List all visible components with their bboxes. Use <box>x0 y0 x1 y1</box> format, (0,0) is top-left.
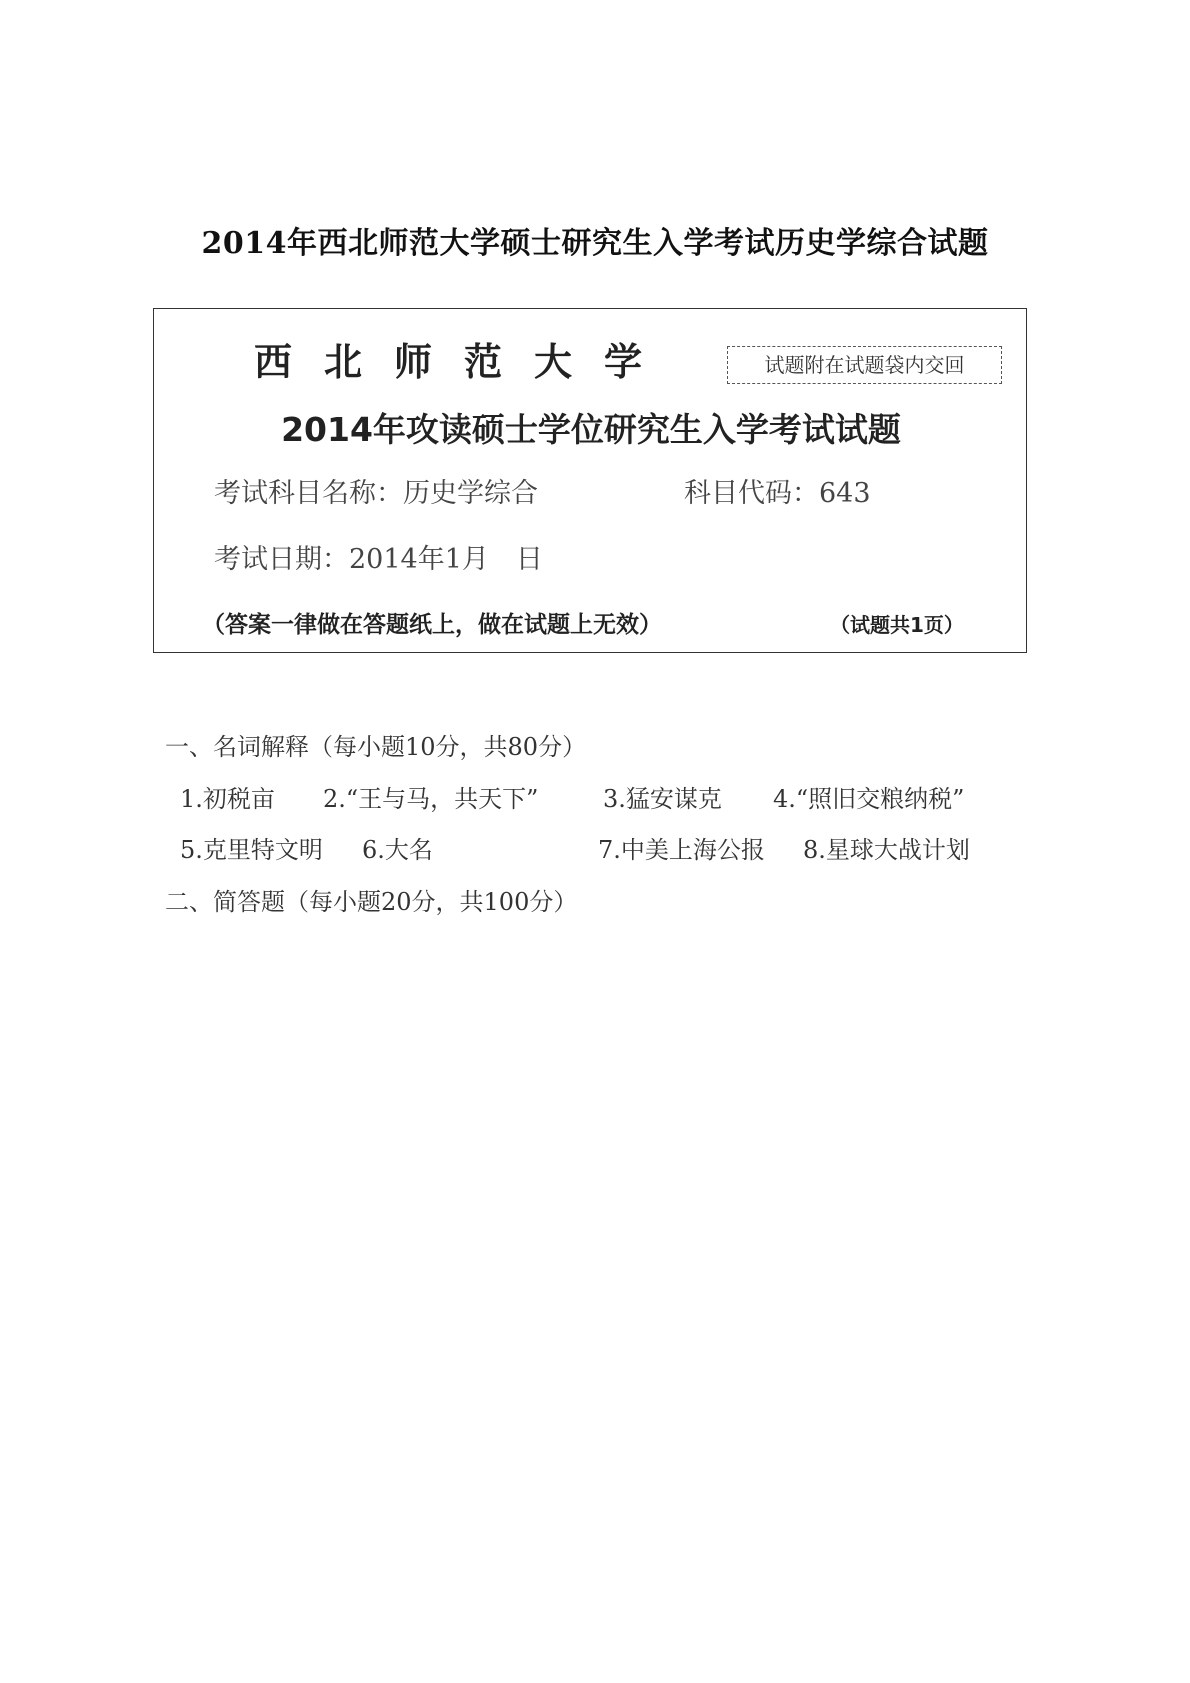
term-item: 2.“王与马，共天下” <box>323 785 539 813</box>
subject-name: 考试科目名称：历史学综合 <box>214 478 538 509</box>
exam-title: 2014年攻读硕士学位研究生入学考试试题 <box>281 410 901 449</box>
exam-header-box <box>153 308 1027 653</box>
university-name: 西北师范大学 <box>254 340 675 384</box>
document-title: 2014年西北师范大学硕士研究生入学考试历史学综合试题 <box>201 226 989 261</box>
exam-date: 考试日期：2014年1月 日 <box>214 544 543 575</box>
term-item: 8.星球大战计划 <box>803 836 970 864</box>
term-item: 7.中美上海公报 <box>598 836 765 864</box>
return-notice-stamp: 试题附在试题袋内交回 <box>727 346 1002 384</box>
section-1-heading: 一、名词解释（每小题10分，共80分） <box>165 733 587 761</box>
page-count-note: （试题共1页） <box>830 613 964 637</box>
subject-code: 科目代码：643 <box>684 478 871 509</box>
term-item: 3.猛安谋克 <box>603 785 722 813</box>
term-item: 6.大名 <box>362 836 433 864</box>
term-item: 4.“照旧交粮纳税” <box>773 785 965 813</box>
section-2-heading: 二、简答题（每小题20分，共100分） <box>165 888 578 916</box>
answer-sheet-note: （答案一律做在答题纸上，做在试题上无效） <box>202 612 662 638</box>
term-item: 1.初税亩 <box>180 785 275 813</box>
term-item: 5.克里特文明 <box>180 836 323 864</box>
